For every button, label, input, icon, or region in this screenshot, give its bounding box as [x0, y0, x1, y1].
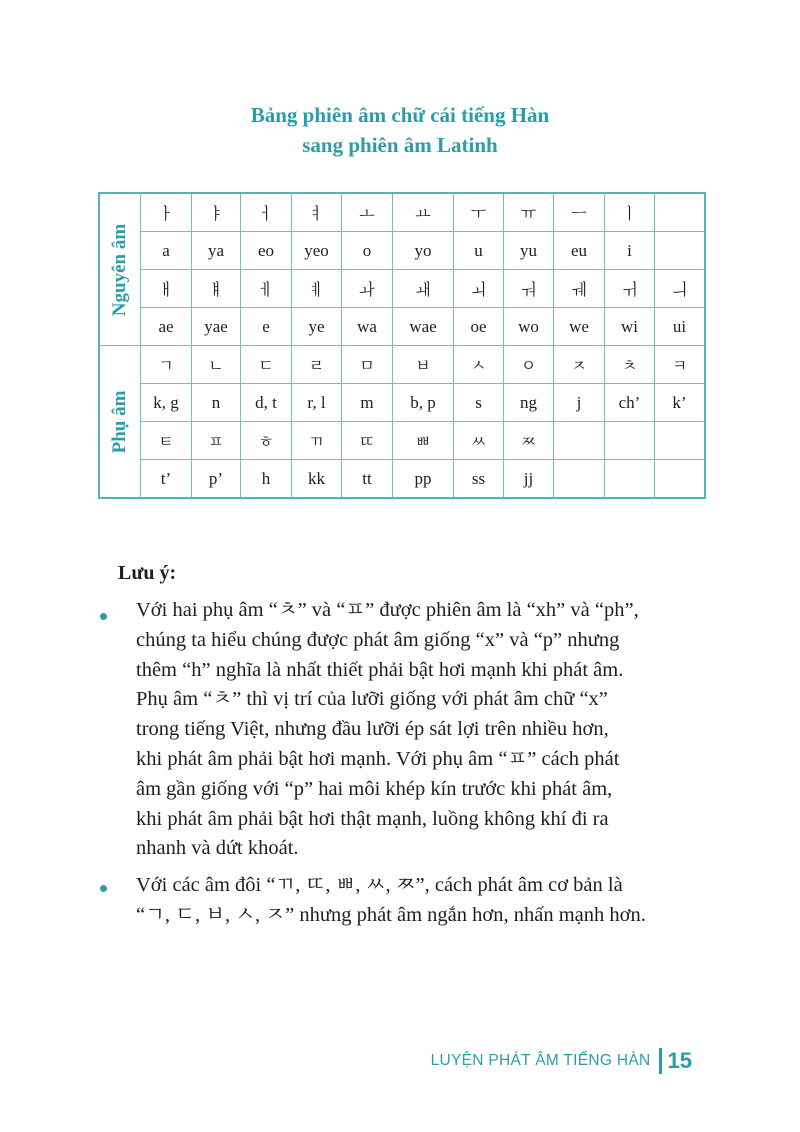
latin-cell: wo [504, 308, 554, 346]
hangul-cell: ㅂ [393, 346, 454, 384]
hangul-cell: ㅛ [393, 193, 454, 232]
latin-cell: jj [504, 460, 554, 499]
bullet-icon [100, 613, 107, 620]
hangul-cell: ㅁ [342, 346, 393, 384]
latin-cell: e [241, 308, 292, 346]
hangul-cell: ㅟ [605, 270, 655, 308]
latin-cell: k, g [141, 384, 192, 422]
table-row [99, 232, 705, 270]
latin-cell: ya [192, 232, 241, 270]
footer-divider [659, 1048, 662, 1074]
text-line: chúng ta hiểu chúng được phát âm giống “x” và “p” nhưng [136, 628, 620, 651]
page-title-line-1: Bảng phiên âm chữ cái tiếng Hàn [250, 103, 550, 127]
hangul-cell [605, 422, 655, 460]
hangul-cell: ㅊ [605, 346, 655, 384]
latin-cell: pp [393, 460, 454, 499]
latin-cell: j [554, 384, 605, 422]
latin-cell: h [241, 460, 292, 499]
latin-cell: b, p [393, 384, 454, 422]
latin-cell: a [141, 232, 192, 270]
latin-cell: kk [292, 460, 342, 499]
hangul-cell: ㅐ [141, 270, 192, 308]
hangul-cell: ㅈ [554, 346, 605, 384]
latin-cell: m [342, 384, 393, 422]
page-footer [431, 1048, 692, 1074]
page-title-line-2: sang phiên âm Latinh [302, 133, 498, 157]
hangul-cell: ㄷ [241, 346, 292, 384]
hangul-cell: ㅞ [554, 270, 605, 308]
text-line: Với các âm đôi “ㄲ, ㄸ, ㅃ, ㅆ, ㅉ”, cách phát âm cơ bản là [136, 874, 623, 896]
latin-cell: t’ [141, 460, 192, 499]
table-row [99, 422, 705, 460]
latin-cell: ui [655, 308, 706, 346]
hangul-cell: ㅗ [342, 193, 393, 232]
hangul-cell: ㄲ [292, 422, 342, 460]
text-line: khi phát âm phải bật hơi thật mạnh, luồng không khí đi ra [136, 807, 609, 830]
hangul-cell: ㅠ [504, 193, 554, 232]
latin-cell: u [454, 232, 504, 270]
hangul-cell: ㅑ [192, 193, 241, 232]
hangul-cell: ㅃ [393, 422, 454, 460]
latin-cell: d, t [241, 384, 292, 422]
latin-cell: yae [192, 308, 241, 346]
hangul-cell: ㅣ [605, 193, 655, 232]
hangul-cell: ㅜ [454, 193, 504, 232]
group-label-cell [99, 346, 141, 499]
table-row [99, 193, 705, 232]
hangul-cell: ㅎ [241, 422, 292, 460]
latin-cell: oe [454, 308, 504, 346]
latin-cell: wa [342, 308, 393, 346]
hangul-cell [554, 422, 605, 460]
hangul-cell: ㅔ [241, 270, 292, 308]
latin-cell: s [454, 384, 504, 422]
running-title: LUYỆN PHÁT ÂM TIẾNG HÀN [430, 1052, 651, 1069]
hangul-cell: ㅡ [554, 193, 605, 232]
hangul-cell: ㄸ [342, 422, 393, 460]
hangul-cell: ㅖ [292, 270, 342, 308]
latin-cell: n [192, 384, 241, 422]
page-number: 15 [667, 1048, 692, 1073]
hangul-cell: ㄴ [192, 346, 241, 384]
latin-cell: ae [141, 308, 192, 346]
latin-cell [655, 232, 706, 270]
latin-cell: yo [393, 232, 454, 270]
latin-cell: yeo [292, 232, 342, 270]
note-heading: Lưu ý: [118, 562, 177, 584]
latin-cell: we [554, 308, 605, 346]
note-paragraph-2 [136, 871, 646, 931]
table-row [99, 384, 705, 422]
hangul-cell [655, 422, 706, 460]
text-line: âm gần giống với “p” hai môi khép kín trước khi phát âm, [136, 777, 613, 800]
hangul-cell: ㅝ [504, 270, 554, 308]
text-line: trong tiếng Việt, nhưng đầu lưỡi ép sát lợi trên nhiều hơn, [136, 718, 609, 741]
latin-cell: eo [241, 232, 292, 270]
latin-cell: tt [342, 460, 393, 499]
latin-cell [655, 460, 706, 499]
latin-cell: ss [454, 460, 504, 499]
group-label: Phụ âm [109, 390, 130, 453]
latin-cell: ye [292, 308, 342, 346]
text-line: Phụ âm “ㅊ” thì vị trí của lưỡi giống với phát âm chữ “x” [136, 688, 608, 711]
hangul-cell: ㅏ [141, 193, 192, 232]
latin-cell: eu [554, 232, 605, 270]
hangul-cell: ㅇ [504, 346, 554, 384]
text-line: thêm “h” nghĩa là nhất thiết phải bật hơi mạnh khi phát âm. [136, 658, 624, 681]
latin-cell: r, l [292, 384, 342, 422]
latin-cell: wi [605, 308, 655, 346]
hangul-cell: ㅘ [342, 270, 393, 308]
group-label: Nguyên âm [109, 223, 130, 316]
hangul-cell [655, 193, 706, 232]
bullet-icon [100, 885, 107, 892]
hangul-cell: ㅕ [292, 193, 342, 232]
hangul-cell: ㅉ [504, 422, 554, 460]
latin-cell: ng [504, 384, 554, 422]
note-paragraph-1 [136, 596, 639, 864]
table-row [99, 270, 705, 308]
latin-cell: i [605, 232, 655, 270]
hangul-cell: ㅅ [454, 346, 504, 384]
table-row [99, 460, 705, 499]
text-line: “ㄱ, ㄷ, ㅂ, ㅅ, ㅈ” nhưng phát âm ngắn hơn, nhấn mạnh hơn. [136, 903, 646, 926]
hangul-cell: ㅓ [241, 193, 292, 232]
latin-cell [554, 460, 605, 499]
table-row [99, 308, 705, 346]
text-line: khi phát âm phải bật hơi mạnh. Với phụ âm “ㅍ” cách phát [136, 747, 620, 770]
hangul-cell: ㅆ [454, 422, 504, 460]
hangul-cell: ㅢ [655, 270, 706, 308]
text-line: nhanh và dứt khoát. [136, 837, 299, 860]
hangul-cell: ㅌ [141, 422, 192, 460]
latin-cell: o [342, 232, 393, 270]
hangul-cell: ㅍ [192, 422, 241, 460]
latin-cell: ch’ [605, 384, 655, 422]
text-line: Với hai phụ âm “ㅊ” và “ㅍ” được phiên âm là “xh” và “ph”, [136, 599, 639, 621]
latin-cell: wae [393, 308, 454, 346]
group-label-cell [99, 193, 141, 346]
hangul-cell: ㄹ [292, 346, 342, 384]
latin-cell [605, 460, 655, 499]
hangul-cell: ㅙ [393, 270, 454, 308]
latin-cell: yu [504, 232, 554, 270]
hangul-cell: ㅒ [192, 270, 241, 308]
hangul-cell: ㅋ [655, 346, 706, 384]
latin-cell: p’ [192, 460, 241, 499]
latin-cell: k’ [655, 384, 706, 422]
table-row [99, 346, 705, 384]
alphabet-table [98, 192, 706, 499]
hangul-cell: ㄱ [141, 346, 192, 384]
hangul-cell: ㅚ [454, 270, 504, 308]
